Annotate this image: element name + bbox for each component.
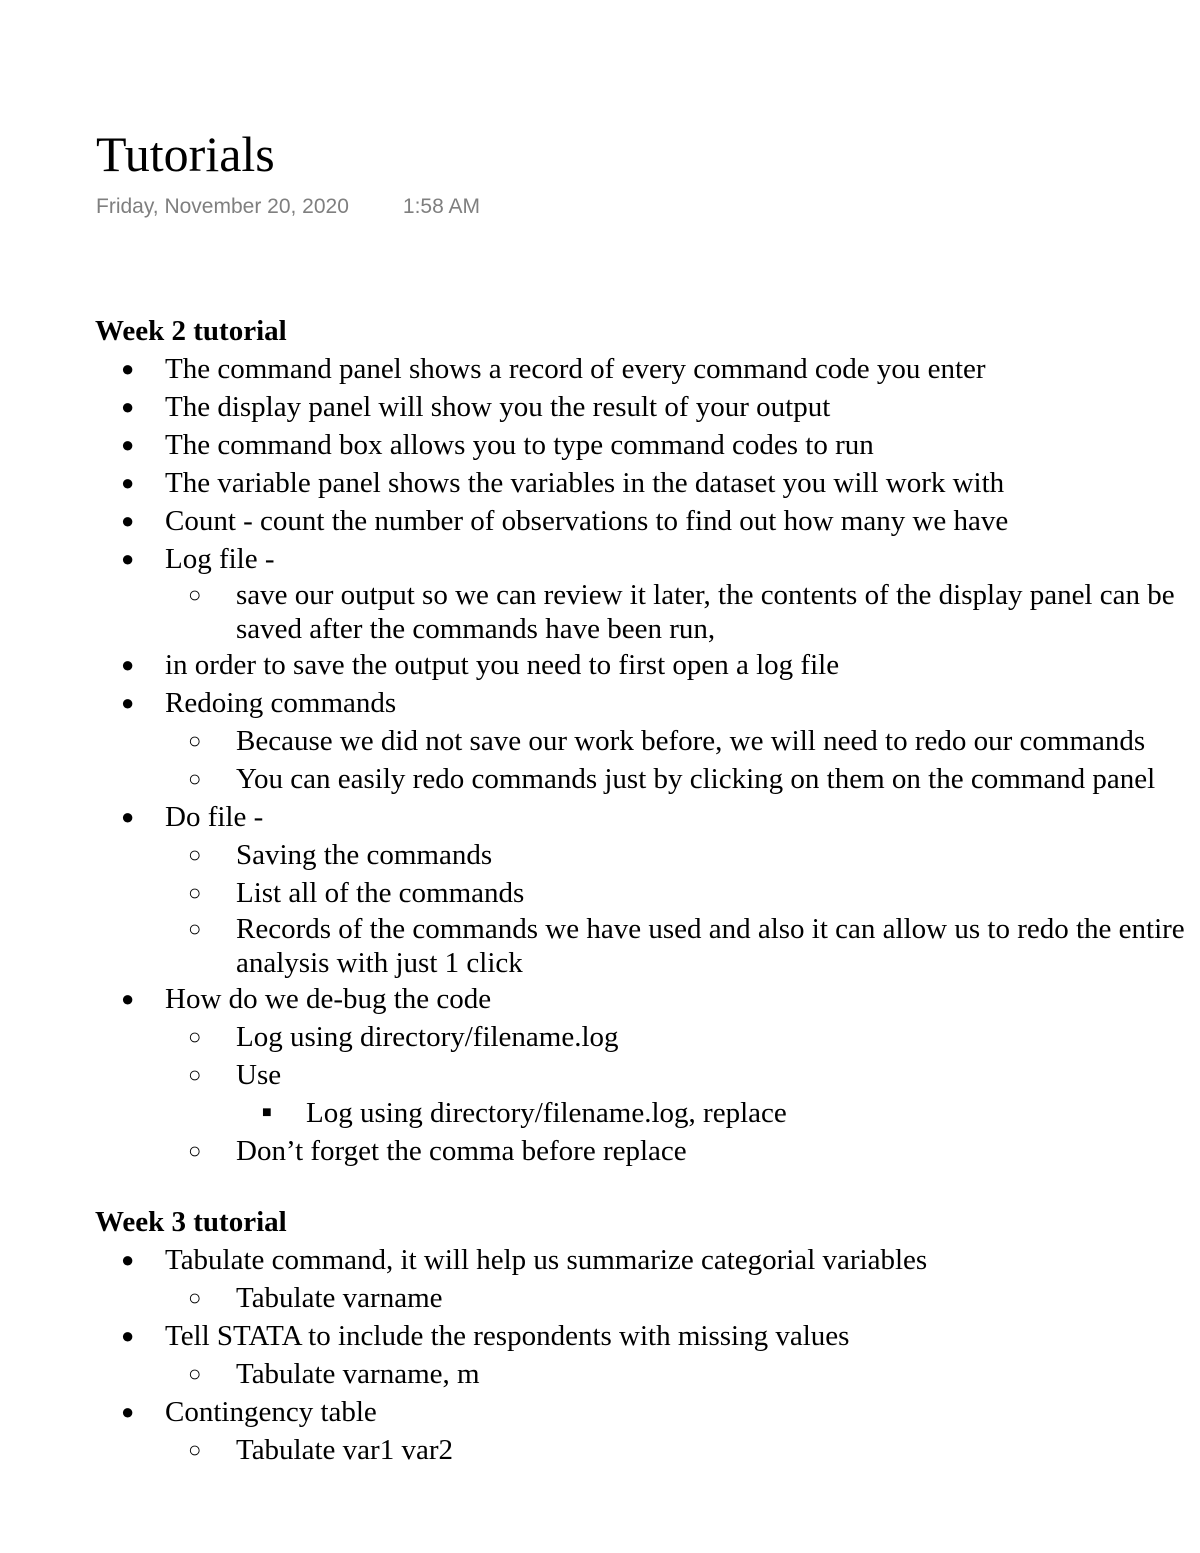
list-item: ● The command panel shows a record of every command code you enter [0,350,1200,388]
bullet-icon: ● [121,652,135,677]
bullet-icon: ● [121,356,135,381]
list-item: ● Do file - [0,798,1200,836]
list-item: ● Log file - [0,540,1200,578]
circle-bullet-icon: ○ [188,582,202,607]
sub-list-item: ○ Tabulate var1 var2 [0,1431,1200,1469]
list-item: ● The command box allows you to type command codes to run [0,426,1200,464]
circle-bullet-icon: ○ [188,1437,202,1462]
list-item: ● Tell STATA to include the respondents with missing values [0,1317,1200,1355]
list-item: ● Count - count the number of observations to find out how many we have [0,502,1200,540]
bullet-icon: ● [121,1247,135,1272]
page-title: Tutorials [96,126,275,182]
sub-list-item: ○ List all of the commands [0,874,1200,912]
sub-list-item: ○ Use [0,1056,1200,1094]
sub-list-item: ○ Log using directory/filename.log [0,1018,1200,1056]
square-bullet-icon: ■ [262,1104,272,1121]
bullet-icon: ● [121,804,135,829]
bullet-icon: ● [121,394,135,419]
bullet-icon: ● [121,432,135,457]
list-item: ● Contingency table [0,1393,1200,1431]
circle-bullet-icon: ○ [188,728,202,753]
bullet-icon: ● [121,470,135,495]
sub-list-item: ○ Tabulate varname, m [0,1355,1200,1393]
section-heading-week3: Week 3 tutorial [95,1206,287,1238]
page-time: 1:58 AM [402,195,480,218]
bullet-icon: ● [121,986,135,1011]
page-meta [96,192,480,222]
bullet-icon: ● [121,546,135,571]
section-heading-week2: Week 2 tutorial [95,315,287,347]
circle-bullet-icon: ○ [188,766,202,791]
circle-bullet-icon: ○ [188,1138,202,1163]
list-item: ● How do we de-bug the code [0,980,1200,1018]
circle-bullet-icon: ○ [188,1361,202,1386]
bullet-icon: ● [121,1323,135,1348]
bullet-icon: ● [121,690,135,715]
list-item: ● Redoing commands [0,684,1200,722]
sub-list-item: ○ save our output so we can review it later, the contents of the display panel can be saved after the commands have been run, [188,579,1175,645]
list-item: ● The variable panel shows the variables in the dataset you will work with [0,464,1200,502]
circle-bullet-icon: ○ [188,880,202,905]
circle-bullet-icon: ○ [188,842,202,867]
sub-sub-list-item: ■ Log using directory/filename.log, replace [0,1094,1200,1132]
circle-bullet-icon: ○ [188,1285,202,1310]
circle-bullet-icon: ○ [188,916,202,941]
list-item: ● The display panel will show you the result of your output [0,388,1200,426]
circle-bullet-icon: ○ [188,1062,202,1087]
sub-list-item: ○ Because we did not save our work before, we will need to redo our commands [0,722,1200,760]
sub-list-item: ○ Tabulate varname [0,1279,1200,1317]
sub-list-item: ○ Don’t forget the comma before replace [0,1132,1200,1170]
list-item: ● Tabulate command, it will help us summarize categorial variables [0,1241,1200,1279]
circle-bullet-icon: ○ [188,1024,202,1049]
page-date: Friday, November 20, 2020 [96,195,349,218]
sub-list-item: ○ Saving the commands [0,836,1200,874]
bullet-icon: ● [121,508,135,533]
notes-body [0,312,1200,1466]
bullet-icon: ● [121,1399,135,1424]
sub-list-item: ○ You can easily redo commands just by clicking on them on the command panel [0,760,1200,798]
list-item: ● in order to save the output you need to first open a log file [0,646,1200,684]
sub-list-item: ○ Records of the commands we have used and also it can allow us to redo the entire analysis with just 1 click [188,913,1185,979]
